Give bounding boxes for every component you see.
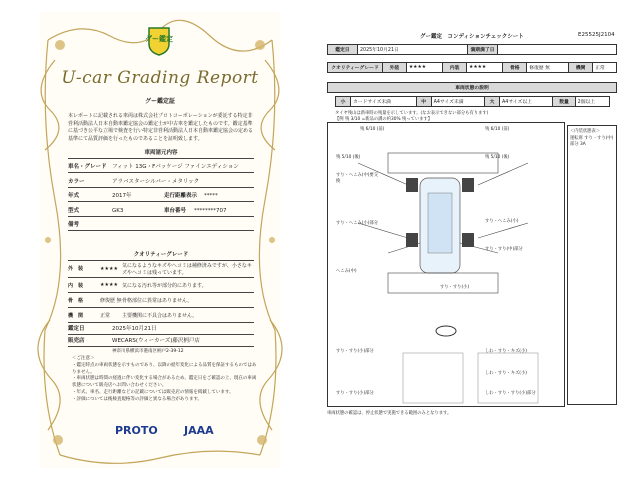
grade-label: 機 関 xyxy=(68,312,84,319)
interior-status-box xyxy=(567,125,617,405)
q-exterior-value: ★★★★ xyxy=(406,63,442,73)
dealer-key: 販売店 xyxy=(68,338,85,344)
intro-text: 本レポートに記載される車両は株式会社プロトコーポレーションが委託する特定非営利活動法人日本自動車鑑定協会の鑑定士が中古車を鑑定したものです。鑑定基準に基づき公平な立場で検査を行い特定非営利活動法人日本自動車鑑定協会の定める基準にて品質評価を行ったものであることを証明致します。 xyxy=(68,113,254,142)
mileage-value: ***** xyxy=(204,193,218,199)
year-row xyxy=(68,189,254,202)
damage-label: すり・すり(小) xyxy=(440,285,470,290)
quality-table xyxy=(327,62,617,73)
damage-label: すり・すり(小)部分 xyxy=(336,349,374,354)
sheet-title: グー鑑定 コンディションチェックシート xyxy=(420,34,524,40)
grade-stars: 修復歴 無 xyxy=(100,297,122,304)
grade-interior xyxy=(68,280,254,293)
type-value: GK3 xyxy=(112,208,124,214)
type-row xyxy=(68,204,254,217)
grade-frame xyxy=(68,295,254,308)
damage-label: すり・へこみ(中)要交換 xyxy=(336,173,379,184)
model-value: フィット 13G・Fパッケージ ファインエディション xyxy=(112,164,239,170)
car-diagram-area xyxy=(327,122,565,407)
report-subtitle: グー鑑定証 xyxy=(144,98,175,105)
notes-heading: ＜ご注意＞ xyxy=(72,356,95,361)
note-item: ・年式、車名、走行距離などの記載については販売店の情報を掲載しています。 xyxy=(72,389,234,395)
note-item: ・車両状態は時間の経過に伴い変化する場合があるため、鑑定日をご確認の上、現在の車両状態について販売店へお問い合わせください。 xyxy=(72,376,257,388)
grade-stars: ★★★★ xyxy=(100,265,118,272)
size-key: 数量 xyxy=(553,97,575,107)
damage-label: 残 5/10 (後) xyxy=(336,155,361,160)
proto-logo: PROTO xyxy=(115,424,158,437)
q-frame-key: 骨格 xyxy=(503,63,527,73)
car-top-view-icon xyxy=(328,123,566,406)
tire-note: タイヤ残山は新車時の残量を示しています。(なお表示できない部分も有ります) xyxy=(335,111,489,116)
model-key: 車名・グレード xyxy=(68,164,107,170)
grade-label: 外 装 xyxy=(68,266,84,272)
damage-label: 残 5/10 (後) xyxy=(485,155,510,160)
date-table xyxy=(327,44,617,55)
damage-label: 残 6/10 (前) xyxy=(485,127,510,132)
color-value: アラバスターシルバー・メタリック xyxy=(112,179,200,185)
inspection-date-value: 2025年10月21日 xyxy=(112,326,157,332)
damage-label: しわ・すり・すり(小)部分 xyxy=(485,391,536,396)
grade-stars: 正常 xyxy=(100,312,111,319)
date-value: 2025年10月21日 xyxy=(358,45,468,55)
model-row xyxy=(68,160,254,173)
jaaa-logo: JAAA xyxy=(184,424,214,437)
inspection-date-key: 鑑定日 xyxy=(68,326,85,332)
notes-block xyxy=(72,356,258,403)
dealer-value: WECARS(ウィーカーズ)藤沢柄戸店 xyxy=(112,338,200,344)
q-interior-key: 内装 xyxy=(443,63,467,73)
grade-stars: ★★★★ xyxy=(100,282,118,288)
goo-badge-icon xyxy=(147,26,171,56)
damage-label: すり・へこみ(小) xyxy=(485,219,519,224)
mileage-key: 走行距離表示 xyxy=(164,193,198,199)
size-value: A4サイズ以上 xyxy=(499,97,552,107)
interior-heading: ＜内装状態表＞ xyxy=(570,129,601,134)
grade-desc: 気になるようなキズやへコミは補修済みですが、小さなキズやへコミは残っています。 xyxy=(122,262,252,276)
remarks-key: 備考 xyxy=(68,222,80,228)
interior-text: 運転席 すり・すり(中)部分 3A xyxy=(570,136,614,147)
q-engine-value: 正常 xyxy=(593,63,617,73)
color-key: カラー xyxy=(68,179,85,185)
condition-head-table xyxy=(327,82,617,93)
color-row xyxy=(68,175,254,188)
damage-label: しわ・すり・キズ(小) xyxy=(485,371,527,376)
quality-key: クオリティーグレード xyxy=(328,63,383,73)
size-value: カードサイズ未満 xyxy=(350,97,416,107)
grade-engine xyxy=(68,310,254,323)
q-engine-key: 機関 xyxy=(569,63,593,73)
inspection-date-row xyxy=(68,324,254,335)
damage-label: しわ・すり・キズ(小) xyxy=(485,349,527,354)
year-value: 2017年 xyxy=(112,193,132,199)
damage-label: すり・すり(中)部分 xyxy=(485,247,523,252)
grade-exterior xyxy=(68,262,254,278)
size-key: 大 xyxy=(485,97,500,107)
report-title: U-car Grading Report xyxy=(61,68,259,88)
grade-desc: 気になる汚れ等が部分的にあります。 xyxy=(122,282,207,289)
size-key: 中 xyxy=(416,97,431,107)
q-interior-value: ★★★★ xyxy=(467,63,503,73)
grade-desc: 骨格部位に異常はありません。 xyxy=(122,297,193,304)
dealer-row xyxy=(68,336,254,347)
expire-key: 満期満了日 xyxy=(468,45,498,55)
size-value: A4サイズ未満 xyxy=(431,97,484,107)
year-key: 年式 xyxy=(68,193,80,199)
q-frame-value: 修復歴 無 xyxy=(527,63,569,73)
size-value: 2個以上 xyxy=(575,97,609,107)
damage-label: 残 6/10 (前) xyxy=(360,127,385,132)
q-exterior-key: 外装 xyxy=(383,63,407,73)
damage-label: すり・すり(小)部分 xyxy=(336,391,374,396)
note-item: ・評価については後検査規格等の評価と異なる場合があります。 xyxy=(72,396,203,402)
remarks-row xyxy=(68,218,254,231)
grade-label: 内 装 xyxy=(68,282,84,289)
type-key: 型式 xyxy=(68,208,80,214)
size-key: 小 xyxy=(336,97,351,107)
damage-label: すり・へこみ(小)部分 xyxy=(336,221,379,226)
sheet-code: E25525J2104 xyxy=(578,32,615,38)
condition-heading: 車両状態の説明 xyxy=(328,83,617,93)
sheet-footer: 車両状態の確認は、停止状態で実施できる範囲のみとなります。 xyxy=(327,411,452,416)
quality-section-heading: クオリティーグレード xyxy=(68,250,254,261)
chassis-key: 車台番号 xyxy=(164,208,187,214)
vehicle-section-heading: 車両諸元内容 xyxy=(68,148,254,159)
damage-label: へこみ(中) xyxy=(336,269,357,274)
chassis-value: ********707 xyxy=(194,208,227,214)
expire-value xyxy=(498,45,617,55)
note-item: ・鑑定時点の車両状態を示すものであり、以降の経年変化による品質を保証するものではありません。 xyxy=(72,362,257,375)
tire-note-example: 【例 残 3/10 =新品の溝の約30% 残っています】 xyxy=(335,117,433,122)
size-legend-table xyxy=(335,96,610,107)
date-key: 鑑定日 xyxy=(328,45,358,55)
grade-label: 骨 格 xyxy=(68,297,84,304)
badge-label: グー鑑定 xyxy=(145,35,173,43)
dealer-address: 神奈川県横浜市港南区柄戸2-39-12 xyxy=(112,349,184,354)
grade-desc: 主要機関に不具合はありません。 xyxy=(122,312,198,319)
